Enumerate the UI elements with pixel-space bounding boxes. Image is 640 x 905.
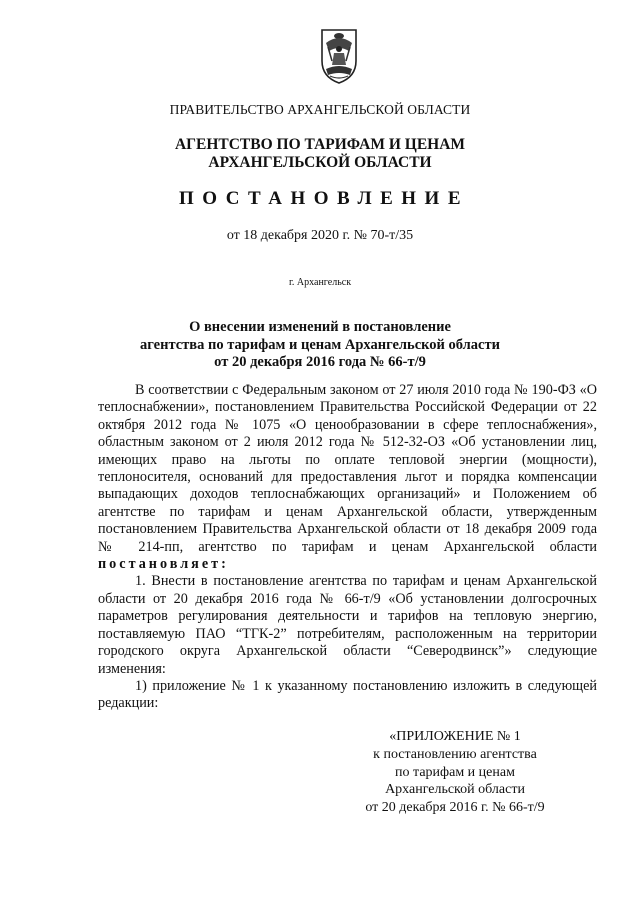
preamble-paragraph	[98, 382, 597, 573]
appendix-line4: Архангельской области	[385, 782, 525, 798]
decrees-word: постановляет:	[98, 556, 229, 573]
agency-title-line2: АРХАНГЕЛЬСКОЙ ОБЛАСТИ	[208, 154, 432, 171]
preamble-text: В соответствии с Федеральным законом от 27 июля 2010 года № 190-ФЗ «О теплоснабжении», постановлением Правительства Российской Федерации от 22 октября 2012 года № 1075 «О ценообразовании в сфере теплоснабжения», областным законом от 2 июля 2012 года № 512-32-ОЗ «Об установлении лиц, имеющих право на льготы по оплате тепловой энергии (мощности), теплоносителя, оснований для предоставления льгот и порядка компенсации выпадающих доходов теплоснабжающих организаций» и Положением об агентстве по тарифам и ценам Архангельской области, утвержденным постановлением Правительства Архангельской области от 18 декабря 2009 года № 214-пп, агентство по тарифам и ценам Архангельской области	[98, 382, 597, 555]
government-title: ПРАВИТЕЛЬСТВО АРХАНГЕЛЬСКОЙ ОБЛАСТИ	[169, 102, 471, 117]
appendix-line5: от 20 декабря 2016 г. № 66-т/9	[365, 800, 545, 816]
appendix-heading	[345, 728, 565, 817]
document-subject	[0, 319, 640, 372]
subject-line1: О внесении изменений в постановление	[189, 319, 451, 335]
document-city: г. Архангельск	[288, 277, 352, 288]
agency-title-line1: АГЕНТСТВО ПО ТАРИФАМ И ЦЕНАМ	[174, 136, 466, 153]
appendix-line1: «ПРИЛОЖЕНИЕ № 1	[389, 729, 521, 744]
coat-of-arms-icon	[316, 27, 362, 85]
document-date-number: от 18 декабря 2020 г. № 70-т/35	[226, 228, 414, 243]
item-1-paragraph: 1. Внести в постановление агентства по тарифам и ценам Архангельской области от 20 декабря 2016 года № 66-т/9 «Об установлении долгосрочных параметров регулирования деятельности и тарифов на тепловую энергию, поставляемую ПАО “ТГК-2” потребителям, расположенным на территории городского округа Архангельской области “Северодвинск”» следующие изменения:	[98, 573, 597, 677]
item-1-1-paragraph: 1) приложение № 1 к указанному постановлению изложить в следующей редакции:	[98, 677, 597, 712]
appendix-line2: к постановлению агентства	[373, 746, 537, 762]
document-type: ПОСТАНОВЛЕНИЕ	[178, 188, 470, 209]
document-body	[98, 382, 597, 713]
subject-line2: агентства по тарифам и ценам Архангельской области	[140, 336, 500, 353]
subject-line3: от 20 декабря 2016 года № 66-т/9	[214, 354, 426, 370]
agency-title	[0, 136, 640, 172]
appendix-line3: по тарифам и ценам	[395, 764, 515, 780]
